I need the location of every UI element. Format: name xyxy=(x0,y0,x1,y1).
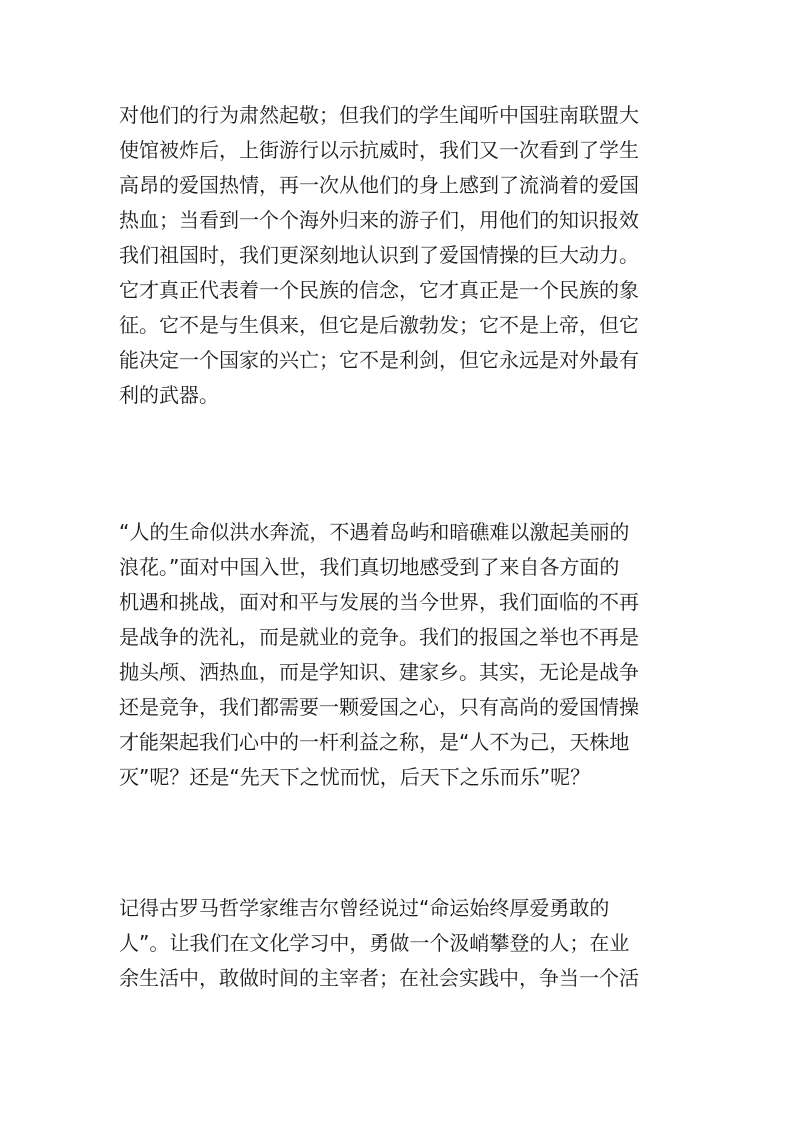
text-line: 征。它不是与生俱来，但它是后激勃发；它不是上帝，但它 xyxy=(119,313,639,337)
text-line: 使馆被炸后，上街游行以示抗威时，我们又一次看到了学生 xyxy=(119,138,639,162)
text-line: 它才真正代表着一个民族的信念，它才真正是一个民族的象 xyxy=(119,278,639,302)
text-line: 我们祖国时，我们更深刻地认识到了爱国情操的巨大动力。 xyxy=(119,243,639,267)
text-line: 利的武器。 xyxy=(119,383,219,407)
text-line: 灭”呢？还是“先天下之忧而忧，后天下之乐而乐”呢？ xyxy=(119,765,591,789)
paragraph-patriotism-power xyxy=(119,98,689,413)
text-line: 余生活中，敢做时间的主宰者；在社会实践中，争当一个活 xyxy=(119,966,639,990)
text-line: 才能架起我们心中的一杆利益之称，是“人不为己，天株地 xyxy=(119,730,630,754)
text-line: 热血；当看到一个个海外归来的游子们，用他们的知识报效 xyxy=(119,208,639,232)
text-line: 是战争的洗礼，而是就业的竞争。我们的报国之举也不再是 xyxy=(119,625,639,649)
text-line: 能决定一个国家的兴亡；它不是利剑，但它永远是对外最有 xyxy=(119,348,639,372)
text-line: 人”。让我们在文化学习中，勇做一个汲峭攀登的人；在业 xyxy=(119,931,630,955)
text-line: 抛头颅、洒热血，而是学知识、建家乡。其实，无论是战争 xyxy=(119,660,639,684)
text-line: 浪花。”面对中国入世，我们真切地感受到了来自各方面的 xyxy=(119,555,620,579)
text-line: 机遇和挑战，面对和平与发展的当今世界，我们面临的不再 xyxy=(119,590,639,614)
text-line: 还是竞争，我们都需要一颗爱国之心，只有高尚的爱国情操 xyxy=(119,695,639,719)
text-line: 对他们的行为肃然起敬；但我们的学生闻听中国驻南联盟大 xyxy=(119,103,639,127)
text-line: 记得古罗马哲学家维吉尔曾经说过“命运始终厚爱勇敢的 xyxy=(119,896,610,920)
paragraph-wto-challenges xyxy=(119,515,689,795)
paragraph-virgil-quote xyxy=(119,891,689,996)
text-line: 高昂的爱国热情，再一次从他们的身上感到了流淌着的爱国 xyxy=(119,173,639,197)
text-line: “人的生命似洪水奔流，不遇着岛屿和暗礁难以激起美丽的 xyxy=(119,520,630,544)
